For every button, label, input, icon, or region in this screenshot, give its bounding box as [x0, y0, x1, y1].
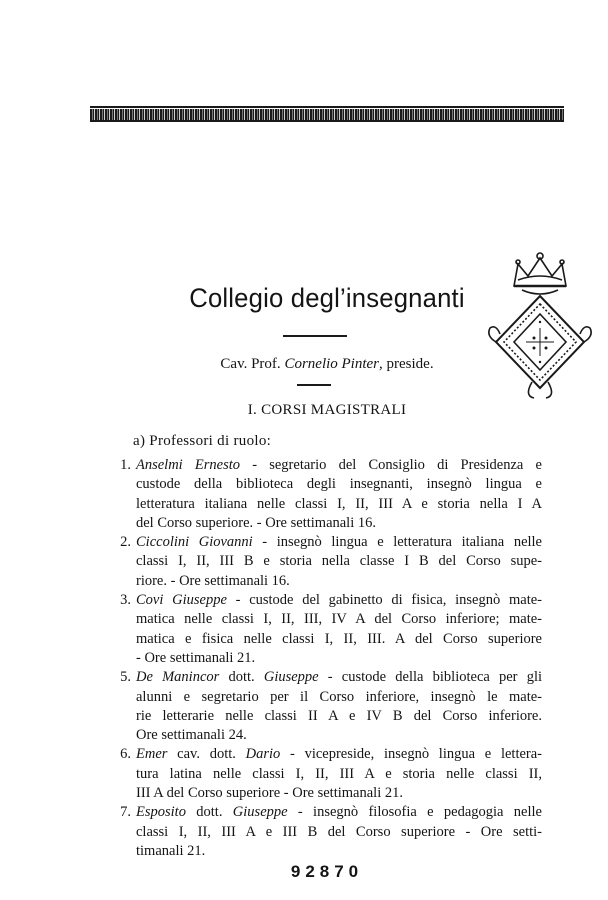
list-item — [0, 533, 608, 591]
crown-seal-icon — [484, 250, 596, 402]
entry-text: Ore settimanali 24. — [136, 727, 247, 744]
entry-text: - Ore settimanali 21. — [136, 649, 256, 666]
entry-text: riore. - Ore settimanali 16. — [136, 572, 290, 589]
entry-text: dott. — [219, 669, 264, 686]
teacher-name: Covi Giuseppe — [136, 592, 227, 609]
preside-divider — [297, 384, 331, 386]
entry-text: dott. — [185, 804, 233, 821]
entry-number: 5. — [120, 669, 131, 686]
entry-text: - insegnò filosofia e pedagogia nelle — [287, 804, 542, 821]
preside-suffix: , preside. — [379, 356, 434, 372]
entry-text: - custode del gabinetto di fisica, insegnò mate- — [226, 592, 542, 609]
entry-text: letteratura italiana nelle classi I, II, III A e storia nella I A — [136, 495, 542, 512]
teacher-given-name: Giuseppe — [263, 669, 319, 686]
title-divider — [283, 335, 347, 337]
entry-text: tura latina nelle classi I, II, III A e storia nelle classi II, — [136, 765, 542, 782]
entry-text: matica e fisica nelle classi I, II, III. A del Corso superiore — [136, 630, 542, 647]
page-title: Collegio degl’insegnanti — [189, 283, 465, 313]
decorative-top-border — [90, 106, 564, 122]
entry-text: timanali 21. — [136, 842, 206, 859]
preside-name: Cornelio Pinter — [284, 356, 380, 372]
list-item — [0, 803, 608, 861]
subsection-heading: a) Professori di ruolo: — [133, 433, 272, 449]
teacher-name: De Manincor — [136, 669, 220, 686]
entry-text: classi I, II, III A e III B del Corso superiore - Ore setti- — [136, 823, 542, 840]
entry-text: - custode della biblioteca per gli — [318, 669, 543, 686]
entry-number: 2. — [120, 534, 131, 551]
page-number: 92870 — [290, 862, 364, 881]
entry-text: III A del Corso superiore - Ore settimanali 21. — [136, 785, 403, 802]
list-item — [0, 591, 608, 668]
teacher-given-name: Dario — [245, 746, 281, 763]
entry-text: rie letterarie nelle classi II A e IV B del Corso inferiore. — [136, 707, 542, 724]
list-item — [0, 745, 608, 803]
entry-text: - vicepreside, insegnò lingua e lettera- — [280, 746, 542, 763]
entry-text: matica nelle classi I, II, III, IV A del Corso inferiore; mate- — [136, 611, 542, 628]
entry-text: custode della biblioteca degli insegnanti, insegnò lingua e — [136, 476, 542, 493]
entry-text: del Corso superiore. - Ore settimanali 16. — [136, 514, 376, 531]
teacher-name: Emer — [136, 746, 168, 763]
preside-prefix: Cav. Prof. — [220, 356, 285, 372]
entry-number: 1. — [120, 457, 131, 473]
section-heading: I. CORSI MAGISTRALI — [247, 402, 407, 418]
list-item — [0, 456, 608, 533]
entry-text: classi I, II, III B e storia nella classe I B del Corso supe- — [136, 553, 542, 570]
entry-number: 7. — [120, 804, 131, 821]
entry-text: alunni e segretario per il Corso inferiore, insegnò le mate- — [136, 688, 542, 705]
entry-text: cav. dott. — [167, 746, 246, 763]
entry-number: 6. — [120, 746, 131, 763]
teacher-name: Ciccolini Giovanni — [136, 534, 253, 551]
teacher-name: Anselmi Ernesto — [136, 457, 241, 473]
list-item — [0, 668, 608, 745]
entry-number: 3. — [120, 592, 131, 609]
teacher-list — [0, 456, 608, 861]
teacher-name: Esposito — [136, 804, 186, 821]
entry-text: - insegnò lingua e letteratura italiana nelle — [252, 534, 542, 551]
teacher-given-name: Giuseppe — [232, 804, 288, 821]
entry-text: - segretario del Consiglio di Presidenza e — [240, 457, 542, 473]
